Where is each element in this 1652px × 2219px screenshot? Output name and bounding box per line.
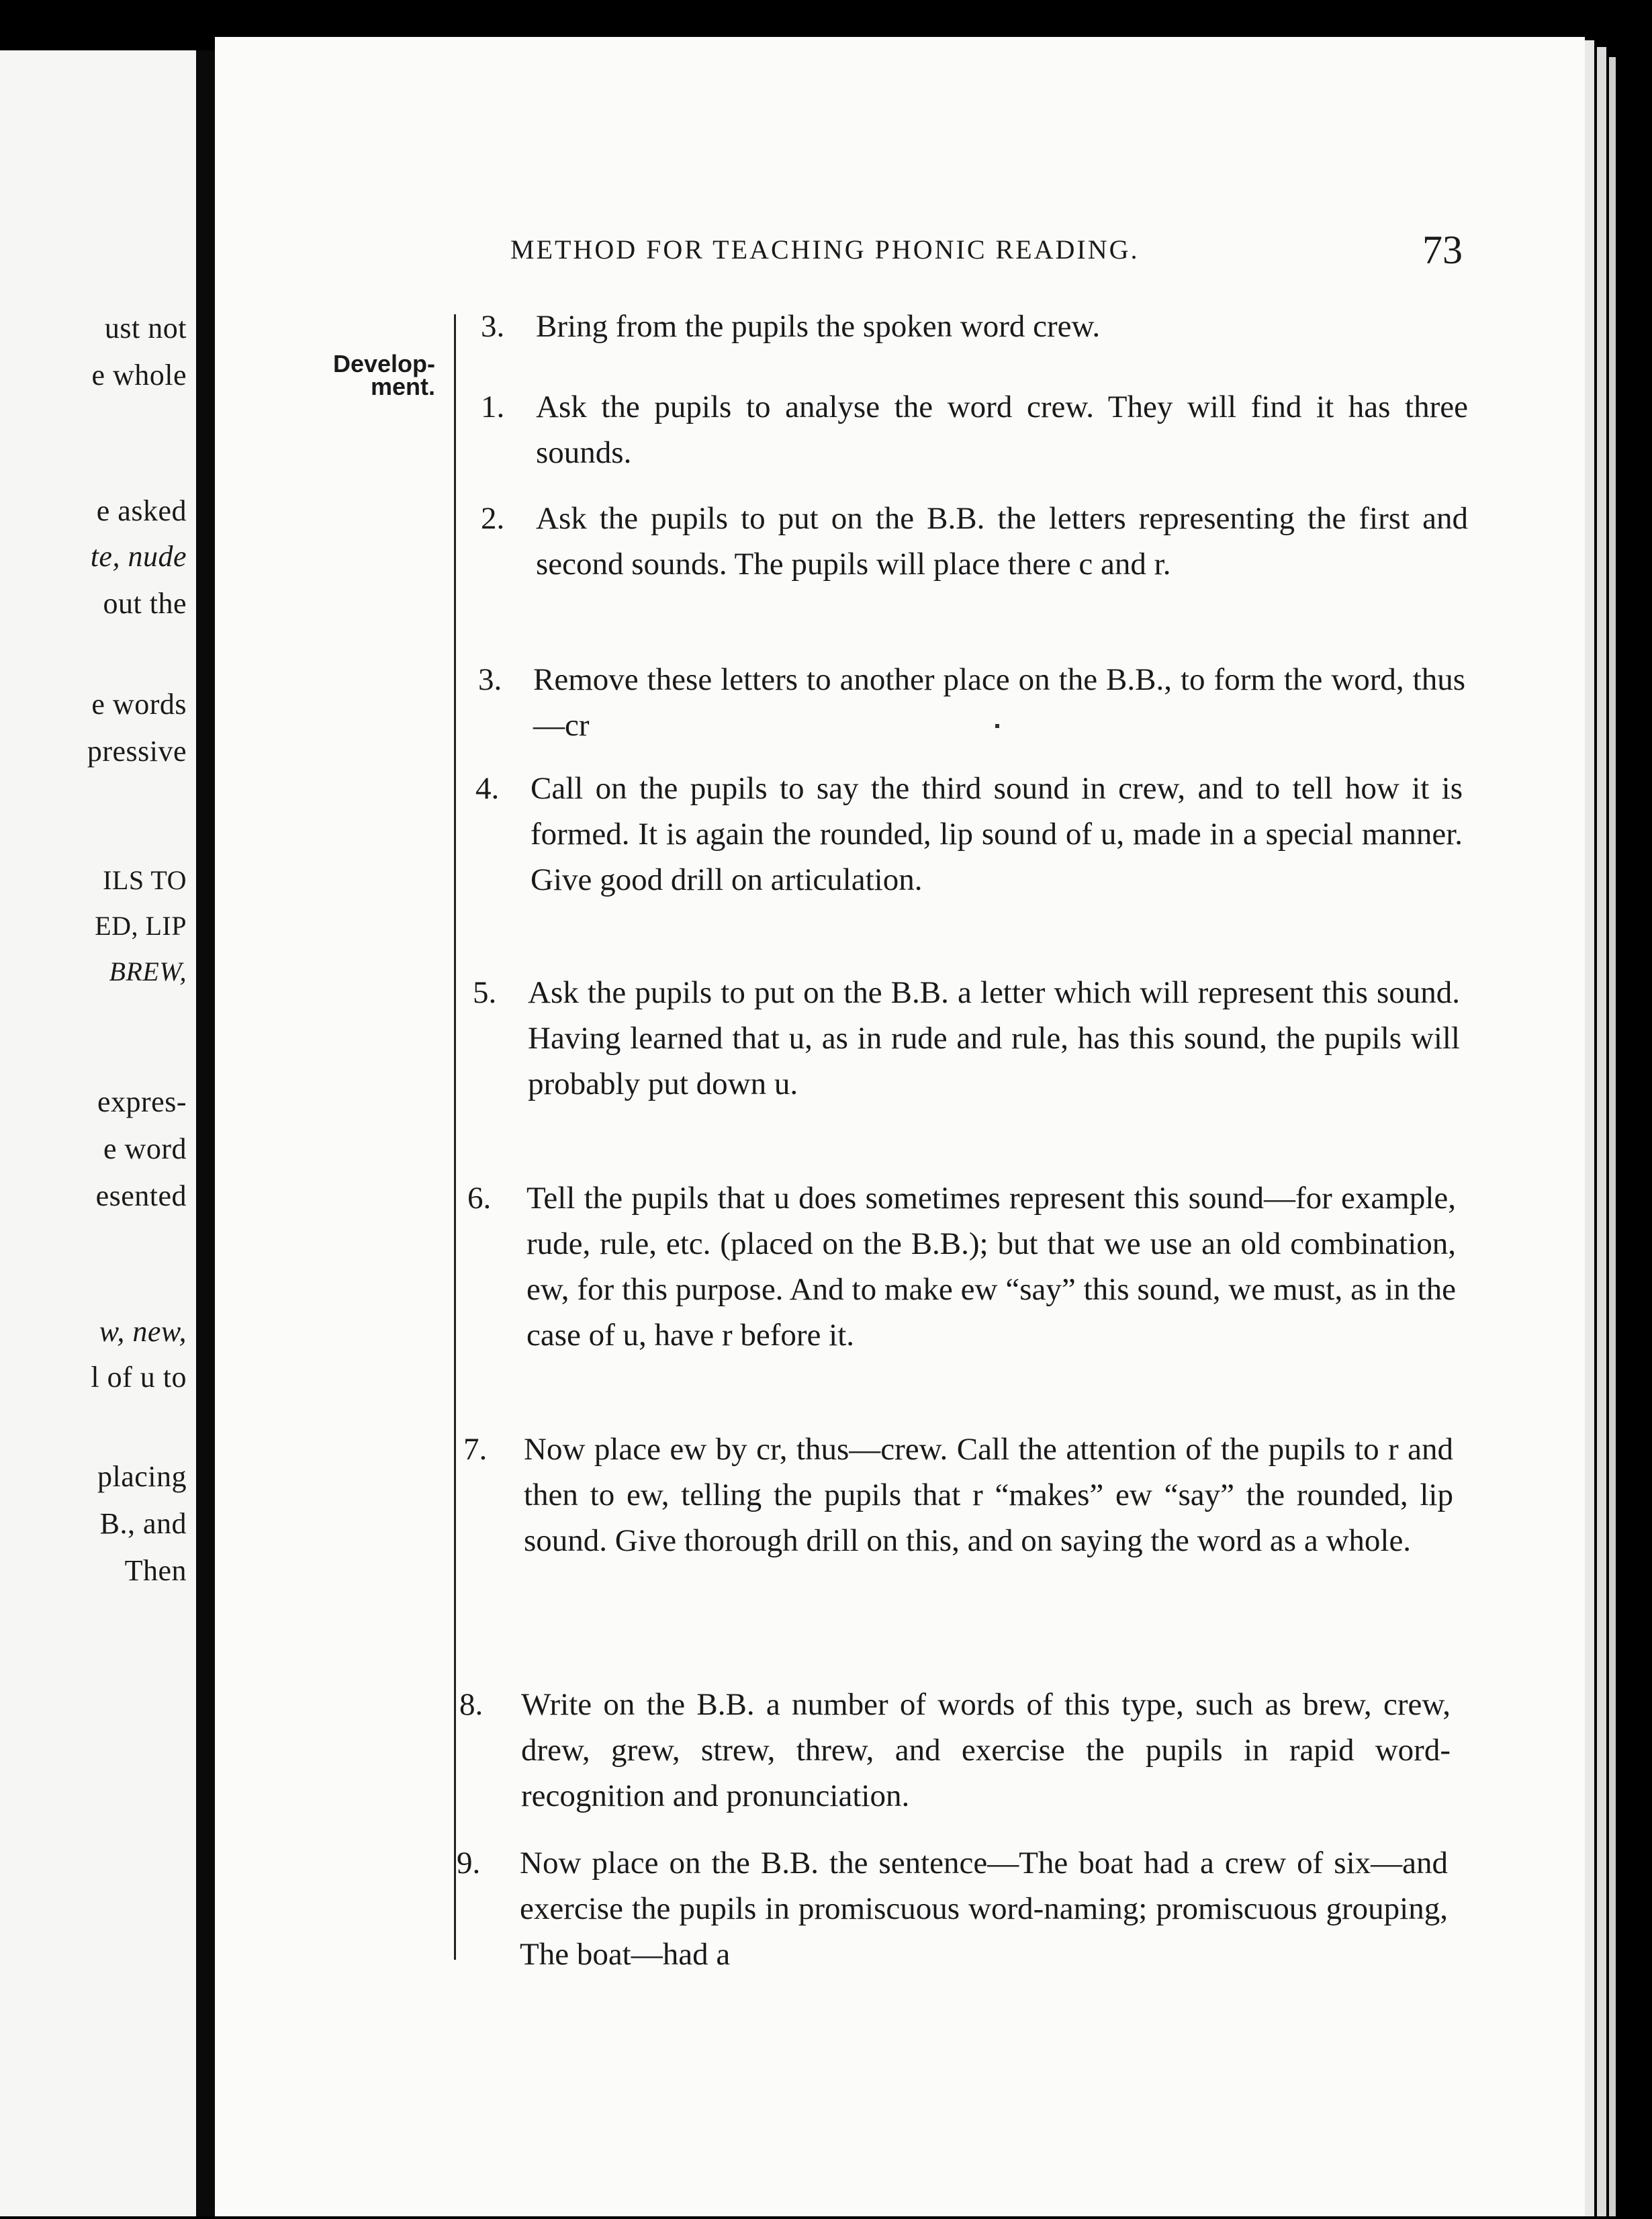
page-edge: [1585, 40, 1594, 2216]
prev-page-line: e whole: [91, 359, 187, 392]
step-text: Now place ew by cr, thus—crew. Call the attention of the pupils to r and then to ew, telling the pupils that r “makes” ew “say” the rounded, lip sound. Give thorough drill on this, and on saying the word as a whole.: [524, 1432, 1453, 1558]
step-text: Ask the pupils to put on the B.B. a letter which will represent this sound. Having learned that u, as in rude and rule, has this sound, the pupils will probably put down u.: [528, 975, 1460, 1101]
step-number: 3.: [481, 309, 505, 344]
prev-page-line: l of u to: [91, 1361, 187, 1394]
prev-page-line: e words: [91, 688, 187, 721]
book-spine: [196, 50, 216, 2216]
prev-page-line: ED, LIP: [95, 911, 187, 941]
margin-note-text: Develop- ment.: [332, 350, 435, 400]
step-number: 4.: [475, 771, 500, 806]
page-edge: [1597, 47, 1606, 2216]
prev-page-line: w, new,: [99, 1315, 187, 1348]
step-text: Ask the pupils to put on the B.B. the letters representing the first and second sounds. The pupils will place there c and r.: [536, 501, 1468, 582]
prev-page-line: BREW,: [109, 956, 187, 987]
step-number: 8.: [459, 1687, 484, 1722]
step-item: [481, 496, 1468, 587]
previous-page: [0, 50, 196, 2216]
step-number: 9.: [457, 1846, 481, 1881]
step-item: [478, 657, 1465, 748]
prev-page-line: out the: [103, 587, 187, 620]
prev-page-line: te, nude: [90, 540, 187, 573]
step-number: 1.: [481, 390, 505, 424]
step-number: 6.: [467, 1181, 492, 1216]
page-edge: [1609, 57, 1616, 2216]
step-text: Bring from the pupils the spoken word crew.: [536, 309, 1101, 344]
step-number: 2.: [481, 501, 505, 536]
prev-page-line: placing: [97, 1460, 187, 1493]
prev-page-line: expres-: [97, 1085, 187, 1118]
step-text: Ask the pupils to analyse the word crew. They will find it has three sounds.: [536, 390, 1468, 470]
step-item: [467, 1175, 1456, 1358]
step-number: 5.: [473, 975, 497, 1010]
prev-page-line: ust not: [104, 312, 187, 345]
step-text: Call on the pupils to say the third sound in crew, and to tell how it is formed. It is again the rounded, lip sound of u, made in a special manner. Give good drill on articulation.: [531, 771, 1463, 897]
step-text: Remove these letters to another place on the B.B., to form the word, thus—cr: [533, 662, 1465, 743]
step-item: [481, 384, 1468, 476]
running-head: METHOD FOR TEACHING PHONIC READING.: [510, 234, 1140, 265]
prev-page-line: Then: [124, 1554, 187, 1587]
prev-page-line: ILS TO: [103, 865, 187, 895]
step-item: [473, 970, 1460, 1107]
step-item: [459, 1682, 1451, 1819]
step-number: 3.: [478, 662, 502, 697]
step-text: Tell the pupils that u does sometimes represent this sound—for example, rude, rule, etc. (placed on the B.B.); but that we use an old combination, ew, for this purpose. And to make ew “say” this sound, we must, as in the case of u, have r before it.: [526, 1181, 1456, 1353]
prev-page-line: pressive: [87, 735, 187, 768]
print-speck: [995, 724, 999, 728]
prev-page-line: esented: [95, 1179, 187, 1212]
step-item: [475, 766, 1463, 903]
margin-rule: [454, 314, 456, 1960]
prev-page-line: B., and: [99, 1507, 187, 1540]
step-text: Now place on the B.B. the sentence—The boat had a crew of six—and exercise the pupils in promiscuous word-naming; promiscuous grouping, The boat—had a: [520, 1846, 1448, 1972]
prev-page-line: e asked: [96, 494, 187, 527]
step-item: [481, 304, 1461, 349]
step-number: 7.: [463, 1432, 488, 1467]
step-text: Write on the B.B. a number of words of this type, such as brew, crew, drew, grew, strew, threw, and exercise the pupils in rapid word-recognition and pronunciation.: [521, 1687, 1451, 1813]
prev-page-line: e word: [103, 1132, 187, 1165]
page-number: 73: [1422, 228, 1463, 272]
step-item: [463, 1426, 1453, 1564]
step-item: [457, 1840, 1448, 1977]
margin-note-development: [294, 350, 435, 400]
